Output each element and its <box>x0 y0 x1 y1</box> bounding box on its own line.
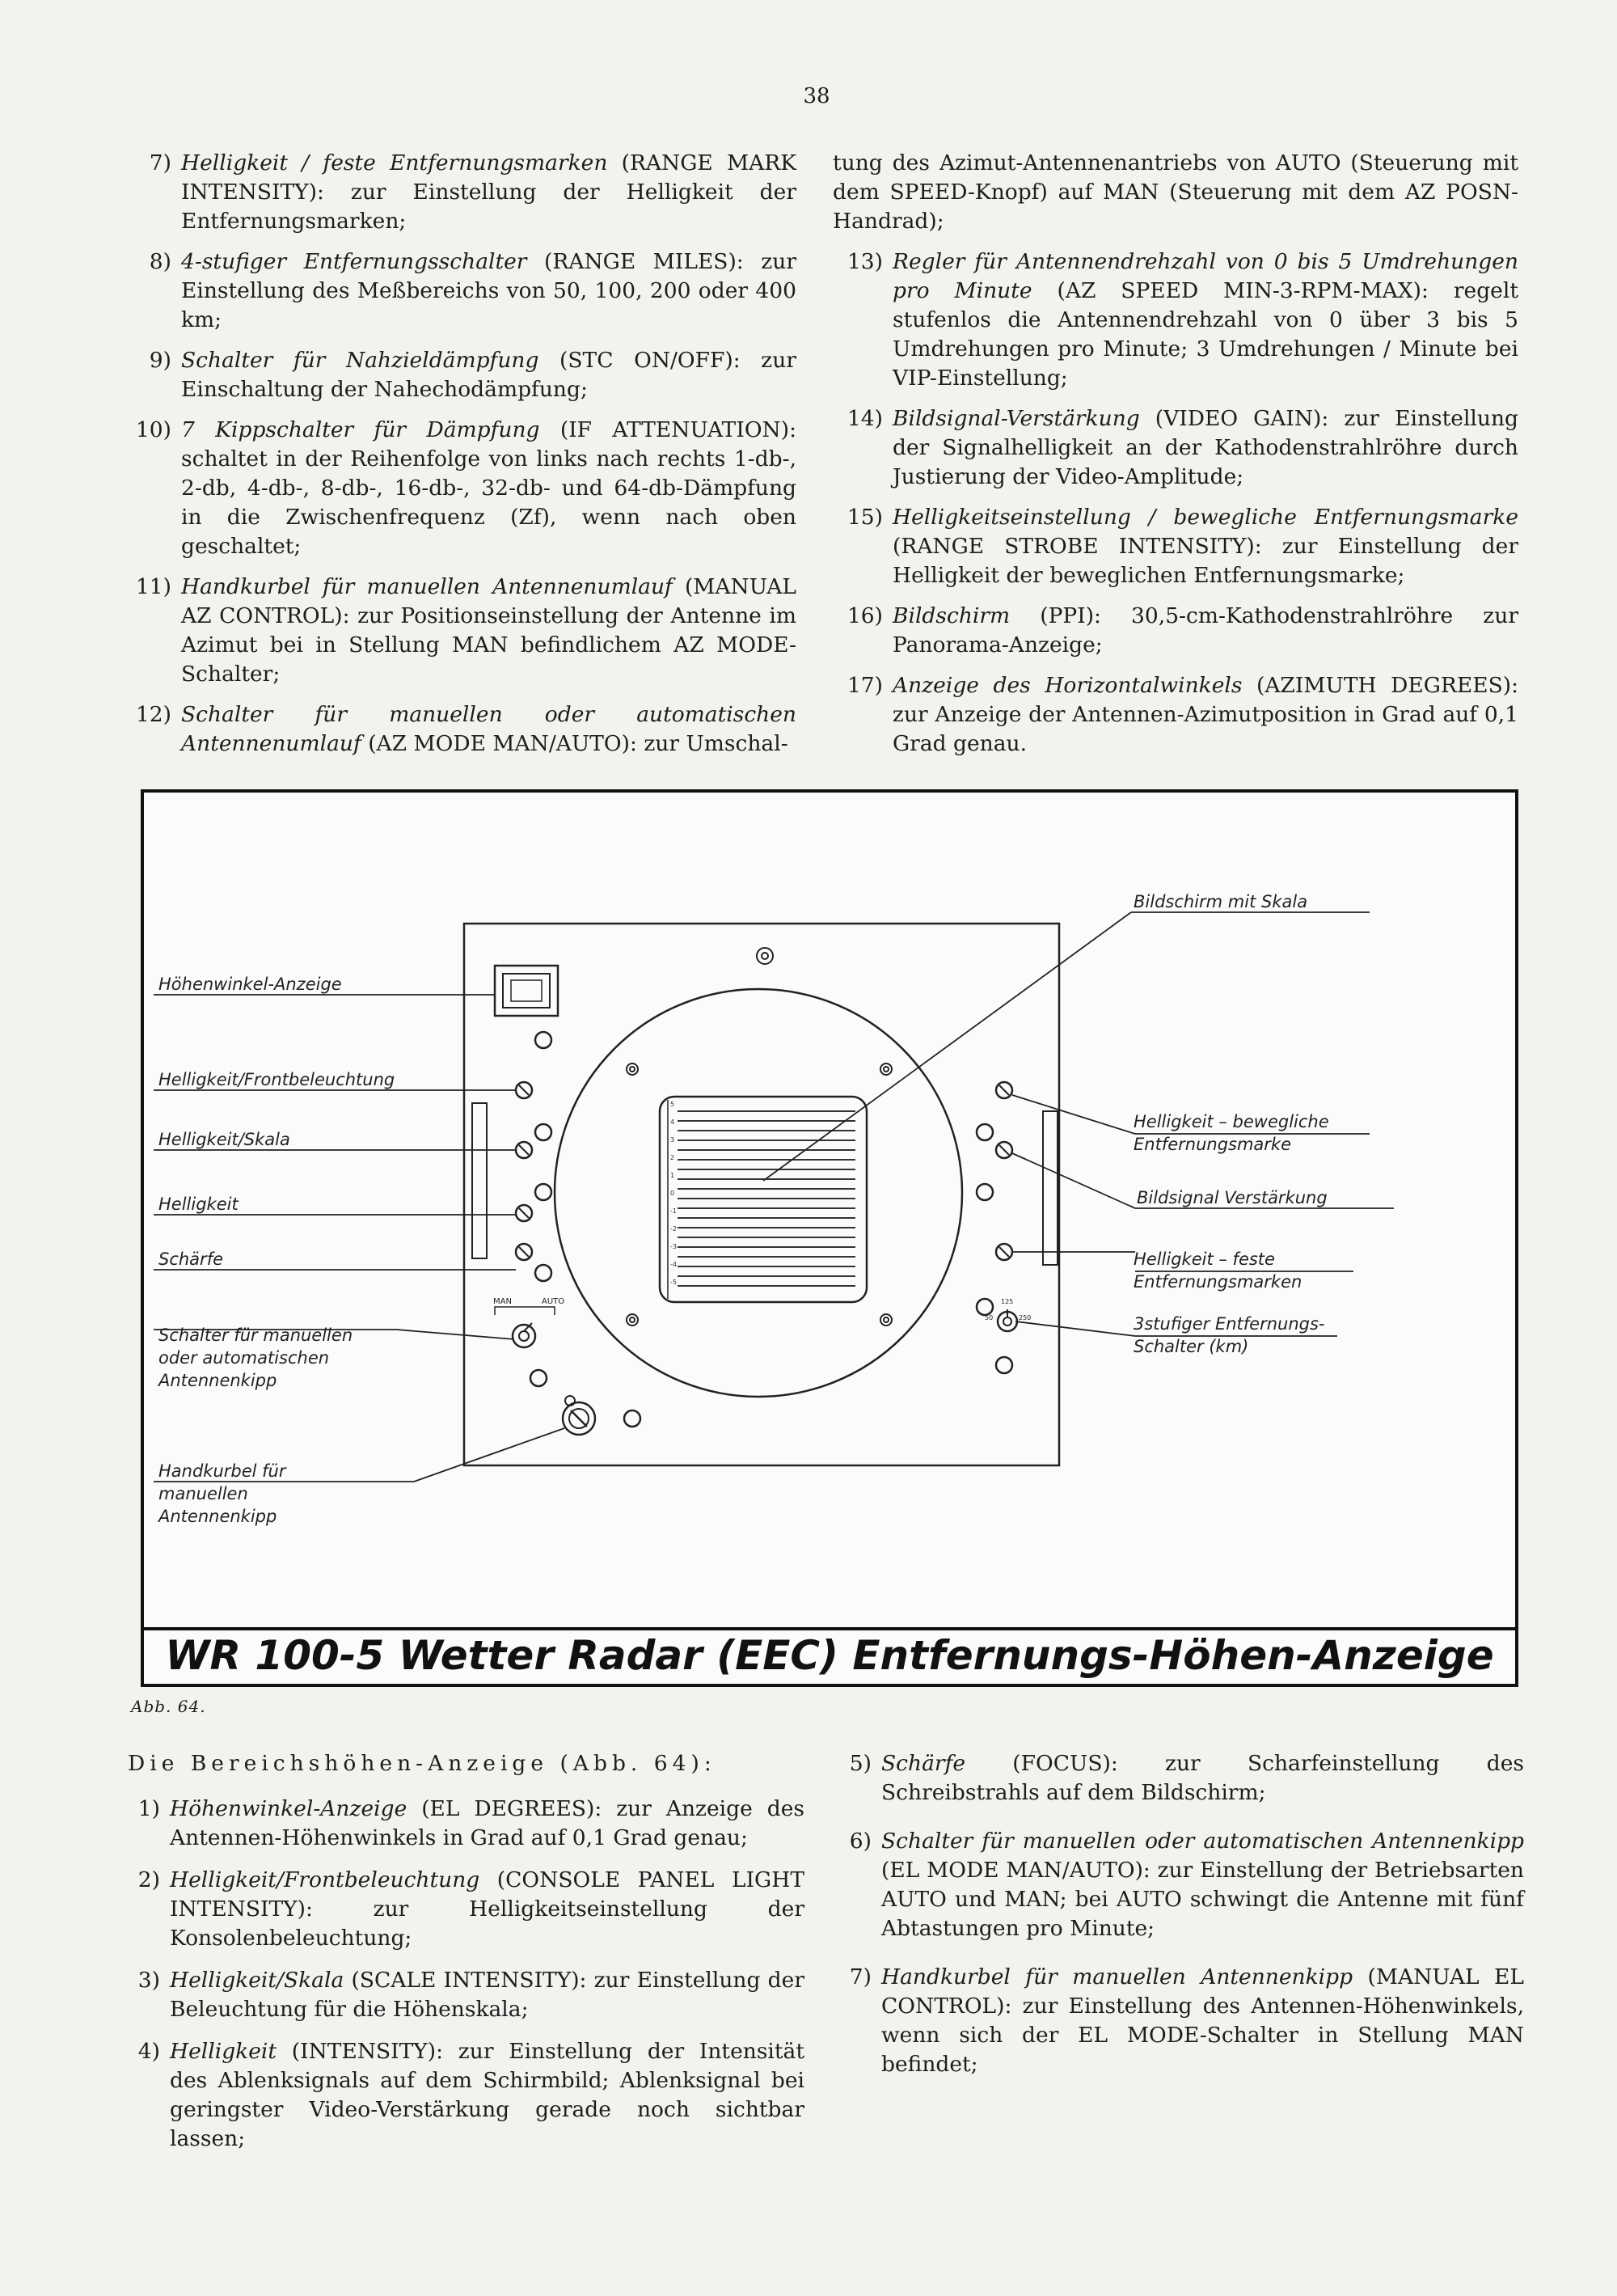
label-frontbeleuchtung: Helligkeit/Frontbeleuchtung <box>158 1070 395 1089</box>
list-item: 17) Anzeige des Horizontalwinkels (AZIMUTH DEGREES): zur Anzeige der Antennen-Azimutposition in Grad auf 0,1 Grad genau. <box>846 673 1518 756</box>
label-hand-crank: Antennenkipp <box>158 1507 277 1526</box>
label-range-strobe: Helligkeit – bewegliche <box>1134 1112 1329 1131</box>
label-hoehenwinkel: Höhenwinkel-Anzeige <box>158 975 342 994</box>
list-item: 2) Helligkeit/Frontbeleuchtung (CONSOLE PANEL LIGHT INTENSITY): zur Helligkeitseinstellung der Konsolenbeleuchtung; <box>137 1867 804 1951</box>
scale-tick-label: 5 <box>670 1101 675 1108</box>
scale-tick-label: 2 <box>670 1154 675 1161</box>
text-column-top-left <box>121 149 796 770</box>
label-el-mode-switch: Schalter für manuellen <box>158 1326 353 1345</box>
scale-tick-label: -5 <box>670 1279 677 1286</box>
label-schaerfe: Schärfe <box>158 1249 224 1269</box>
man-label: MAN <box>493 1297 512 1306</box>
list-item: 16) Bildschirm (PPI): 30,5-cm-Kathodenstrahlröhre zur Panorama-Anzeige; <box>846 603 1518 658</box>
range-label: 50 <box>985 1314 994 1321</box>
list-item: 7) Handkurbel für manuellen Antennenkipp (MANUAL EL CONTROL): zur Einstellung des Antennen-Höhenwinkels, wenn sich der EL MODE-Schalter in Stellung MAN befindet; <box>849 1964 1524 2077</box>
list-item: 3) Helligkeit/Skala (SCALE INTENSITY): zur Einstellung der Beleuchtung für die Höhenskala; <box>137 1968 804 2022</box>
list-item: 9) Schalter für Nahzieldämpfung (STC ON/OFF): zur Einschaltung der Nahechodämpfung; <box>149 348 796 402</box>
label-hand-crank: Handkurbel für <box>158 1461 286 1481</box>
scale-tick-label: -3 <box>670 1243 677 1250</box>
label-bildschirm: Bildschirm mit Skala <box>1134 892 1308 911</box>
label-range-switch: Schalter (km) <box>1134 1337 1249 1356</box>
auto-label: AUTO <box>542 1297 565 1306</box>
label-el-mode-switch: oder automatischen <box>158 1348 330 1368</box>
label-skala: Helligkeit/Skala <box>158 1130 290 1149</box>
label-el-mode-switch: Antennenkipp <box>158 1371 277 1390</box>
list-item: 11) Handkurbel für manuellen Antennenumlauf (MANUAL AZ CONTROL): zur Positionseinstellung der Antenne im Azimut bei in Stellung MAN befindlichem AZ MODE-Schalter; <box>135 574 796 687</box>
scale-tick-label: -1 <box>670 1207 677 1215</box>
figure-caption: Abb. 64. <box>131 1697 206 1716</box>
scale-tick-label: -2 <box>670 1225 677 1233</box>
scale-tick-label: 4 <box>670 1118 675 1126</box>
list-item: 12) Schalter für manuellen oder automatischen Antennenumlauf (AZ MODE MAN/AUTO): zur Umschal- <box>135 702 796 756</box>
scale-tick-label: -4 <box>670 1261 677 1268</box>
list-item: 8) 4-stufiger Entfernungsschalter (RANGE MILES): zur Einstellung des Meßbereichs von 50, 100, 200 oder 400 km; <box>149 249 796 332</box>
list-item: 13) Regler für Antennendrehzahl von 0 bis 5 Umdrehungen pro Minute (AZ SPEED MIN-3-RPM-MAX): regelt stufenlos die Antennendrehzahl von 0 über 3 bis 5 Umdrehungen pro Minute; 3 Umdrehungen / Minute bei VIP-Einstellung; <box>846 249 1518 391</box>
scale-tick-label: 3 <box>670 1136 675 1144</box>
figure-title: WR 100-5 Wetter Radar (EEC) Entfernungs-Höhen-Anzeige <box>165 1632 1494 1679</box>
label-range-mark: Entfernungsmarken <box>1134 1272 1302 1292</box>
text-column-top-right <box>833 149 1518 770</box>
list-item: 4) Helligkeit (INTENSITY): zur Einstellung der Intensität des Ablenksignals auf dem Schirmbild; Ablenksignal bei geringster Video-Verstärkung gerade noch sichtbar lassen; <box>137 2039 804 2151</box>
label-hand-crank: manuellen <box>158 1484 248 1503</box>
list-item: 10) 7 Kippschalter für Dämpfung (IF ATTENUATION): schaltet in der Reihenfolge von links nach rechts 1-db-, 2-db, 4-db-, 8-db-, 16-db-, 32-db- und 64-db-Dämpfung in die Zwischenfrequenz (Zf), wenn nach oben geschaltet; <box>135 417 796 559</box>
label-helligkeit: Helligkeit <box>158 1195 239 1214</box>
range-label: 125 <box>1001 1298 1014 1305</box>
label-range-strobe: Entfernungsmarke <box>1134 1135 1291 1154</box>
scale-tick-label: 1 <box>670 1172 675 1179</box>
radar-console-diagram <box>141 789 1518 1687</box>
list-item: 5) Schärfe (FOCUS): zur Scharfeinstellung des Schreibstrahls auf dem Bildschirm; <box>849 1751 1524 1805</box>
text-column-bottom-left <box>121 1749 804 2167</box>
list-item: 6) Schalter für manuellen oder automatischen Antennenkipp (EL MODE MAN/AUTO): zur Einstellung der Betriebsarten AUTO und MAN; bei AUTO schwingt die Antenne mit fünf Abtastungen pro Minute; <box>849 1829 1524 1941</box>
scale-tick-label: 0 <box>670 1190 675 1197</box>
continuation-text: tung des Azimut-Antennenantriebs von AUTO (Steuerung mit dem SPEED-Knopf) auf MAN (Steuerung mit dem AZ POSN-Handrad); <box>833 150 1518 234</box>
list-item: 14) Bildsignal-Verstärkung (VIDEO GAIN): zur Einstellung der Signalhelligkeit an der Kathodenstrahlröhre durch Justierung der Video-Amplitude; <box>846 406 1518 489</box>
label-range-switch: 3stufiger Entfernungs- <box>1134 1314 1325 1334</box>
label-range-mark: Helligkeit – feste <box>1134 1249 1275 1269</box>
page-number: 38 <box>803 84 830 108</box>
section-intro: Die Bereichshöhen-Anzeige (Abb. 64): <box>128 1751 716 1776</box>
range-label: 250 <box>1019 1314 1032 1321</box>
list-item: 15) Helligkeitseinstellung / bewegliche Entfernungsmarke (RANGE STROBE INTENSITY): zur Einstellung der Helligkeit der beweglichen Entfernungsmarke; <box>846 505 1518 588</box>
label-video-gain: Bildsignal Verstärkung <box>1137 1188 1328 1207</box>
list-item: 7) Helligkeit / feste Entfernungsmarken (RANGE MARK INTENSITY): zur Einstellung der Helligkeit der Entfernungsmarken; <box>149 150 796 234</box>
text-column-bottom-right <box>833 1749 1524 2092</box>
list-item: 1) Höhenwinkel-Anzeige (EL DEGREES): zur Anzeige des Antennen-Höhenwinkels in Grad auf 0,1 Grad genau; <box>137 1796 804 1850</box>
